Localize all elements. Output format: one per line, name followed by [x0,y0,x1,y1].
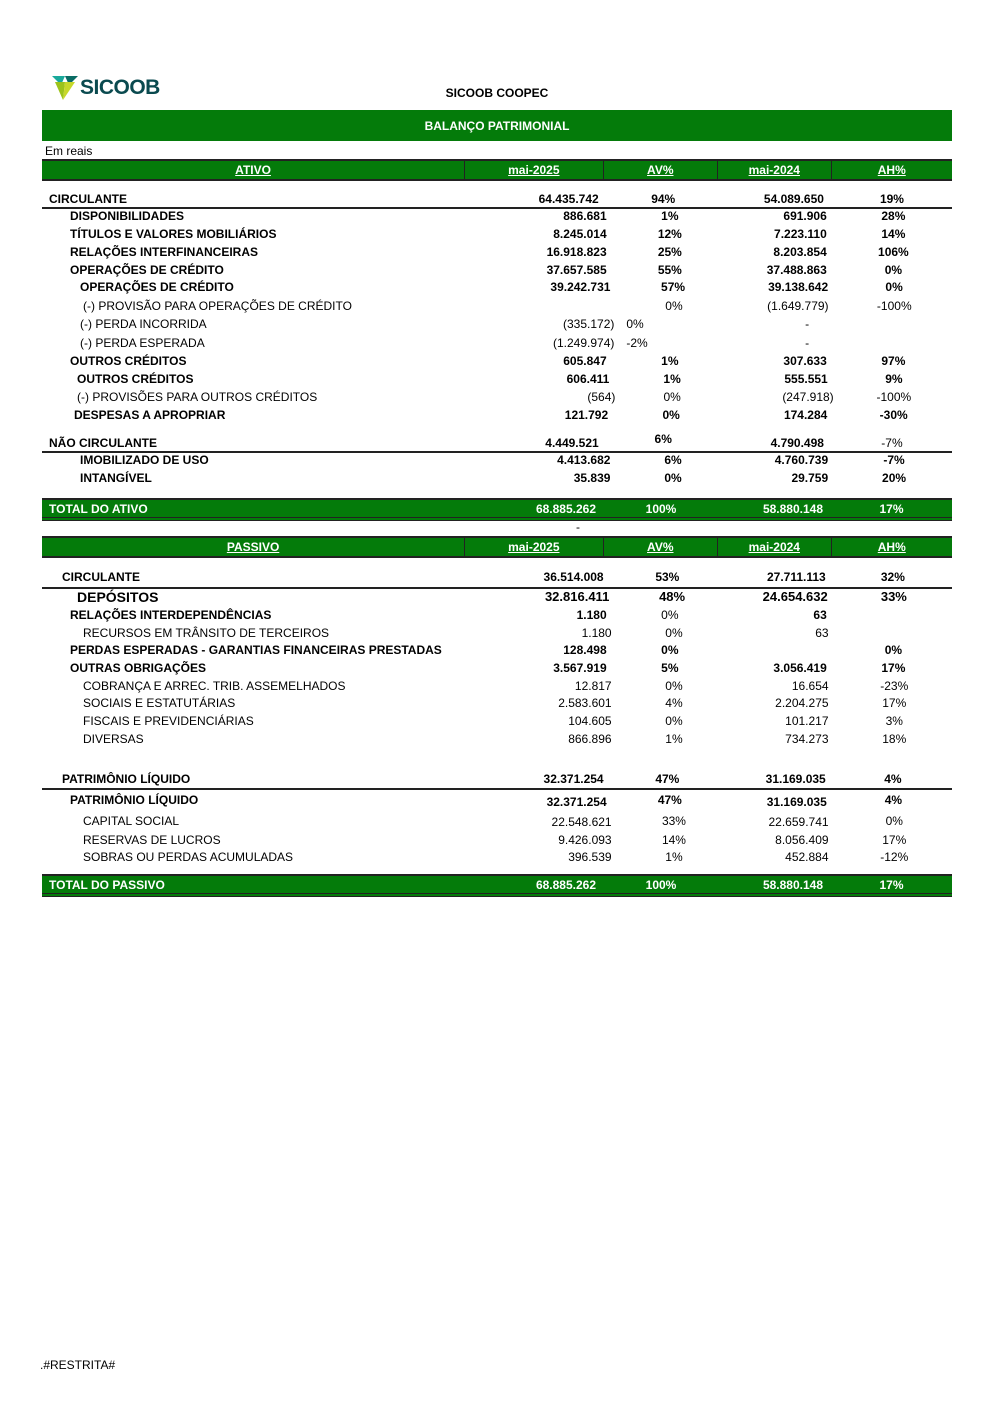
table-row: (-) PERDA INCORRIDA (335.172) 0% - [80,316,810,331]
currency-unit-note: Em reais [45,144,93,158]
table-row: DIVERSAS 866.896 1% 734.273 18% [83,731,907,746]
logo-text: SICOOB [80,76,160,99]
table-row: OUTROS CRÉDITOS 606.411 1% 555.551 9% [77,371,903,386]
table-row: COBRANÇA E ARREC. TRIB. ASSEMELHADOS 12.817 0% 16.654 -23% [83,678,909,693]
ativo-table-header [42,159,952,181]
col-ah: AH% [877,540,906,554]
table-row: INTANGÍVEL 35.839 0% 29.759 20% [80,470,907,485]
company-name: SICOOB COOPEC [445,86,549,100]
table-row: CIRCULANTE 36.514.008 53% 27.711.113 32% [62,569,905,584]
table-row: DESPESAS A APROPRIAR 121.792 0% 174.284 -30% [74,407,908,422]
total-passivo-row: TOTAL DO PASSIVO 68.885.262 100% 58.880.148 17% [42,874,952,897]
classification-label: .#RESTRITA# [40,1358,116,1372]
table-row: RECURSOS EM TRÂNSITO DE TERCEIROS 1.180 0% 63 [83,625,829,640]
total-ativo-row: TOTAL DO ATIVO 68.885.262 100% 58.880.148 17% [42,498,952,521]
col-period-current: mai-2025 [465,161,603,179]
table-row: OPERAÇÕES DE CRÉDITO 37.657.585 55% 37.488.863 0% [70,262,903,277]
table-row: FISCAIS E PREVIDENCIÁRIAS 104.605 0% 101.217 3% [83,713,903,728]
table-row: OUTROS CRÉDITOS 605.847 1% 307.633 97% [70,353,906,368]
table-row: PATRIMÔNIO LÍQUIDO 32.371.254 47% 31.169.035 4% [62,771,902,786]
passivo-table-header [42,536,952,558]
table-row: (-) PROVISÃO PARA OPERAÇÕES DE CRÉDITO 0% (1.649.779) -100% [83,298,912,313]
table-row: OPERAÇÕES DE CRÉDITO 39.242.731 57% 39.138.642 0% [80,279,903,294]
col-period-current: mai-2025 [465,538,603,556]
col-ativo: ATIVO [42,161,465,179]
table-row: (-) PROVISÕES PARA OUTROS CRÉDITOS (564) 0% (247.918) -100% [77,389,912,404]
col-ah: AH% [877,163,906,177]
table-row: IMOBILIZADO DE USO 4.413.682 6% 4.760.739 -7% [80,452,905,467]
table-row: SOBRAS OU PERDAS ACUMULADAS 396.539 1% 452.884 -12% [83,849,909,864]
table-row: NÃO CIRCULANTE 4.449.521 6% 4.790.498 -7% [49,431,903,450]
col-av: AV% [604,161,719,179]
table-row: SOCIAIS E ESTATUTÁRIAS 2.583.601 4% 2.204.275 17% [83,695,907,710]
col-period-previous: mai-2024 [718,538,832,556]
table-row: DEPÓSITOS 32.816.411 48% 24.654.632 33% [77,588,907,605]
table-row: RELAÇÕES INTERFINANCEIRAS 16.918.823 25% 8.203.854 106% [70,244,909,259]
table-row: OUTRAS OBRIGAÇÕES 3.567.919 5% 3.056.419 17% [70,660,906,675]
table-row: RESERVAS DE LUCROS 9.426.093 14% 8.056.409 17% [83,832,907,847]
table-row: (-) PERDA ESPERADA (1.249.974) -2% - [80,335,810,350]
col-period-previous: mai-2024 [718,161,832,179]
report-title-banner [42,110,952,141]
divider [42,788,952,790]
table-row: TÍTULOS E VALORES MOBILIÁRIOS 8.245.014 12% 7.223.110 14% [70,226,906,241]
table-row: RELAÇÕES INTERDEPENDÊNCIAS 1.180 0% 63 [70,607,827,622]
table-row: PERDAS ESPERADAS - GARANTIAS FINANCEIRAS PRESTADAS 128.498 0% 0% [70,642,903,657]
table-row: PATRIMÔNIO LÍQUIDO 32.371.254 47% 31.169.035 4% [70,792,903,809]
table-row: DISPONIBILIDADES 886.681 1% 691.906 28% [70,208,906,223]
separator-dash: - [576,520,580,534]
col-av: AV% [604,538,719,556]
table-row: CAPITAL SOCIAL 22.548.621 33% 22.659.741 0% [83,813,903,829]
col-passivo: PASSIVO [42,538,465,556]
report-title: BALANÇO PATRIMONIAL [424,118,570,133]
table-row: CIRCULANTE 64.435.742 94% 54.089.650 19% [49,191,904,206]
